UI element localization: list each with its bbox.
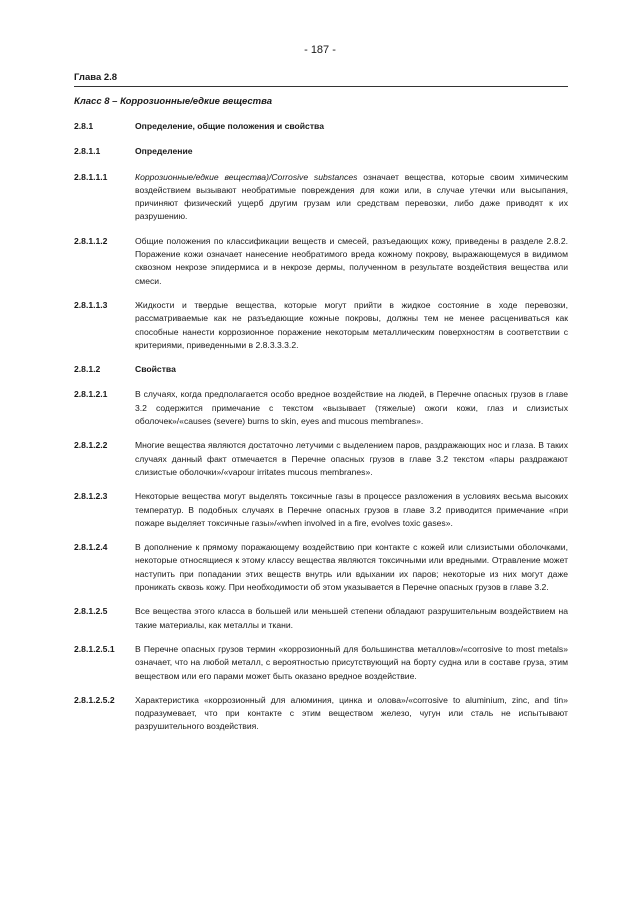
- section-title: Свойства: [135, 364, 176, 375]
- section-number: 2.8.1.2: [74, 364, 101, 375]
- paragraph-number: 2.8.1.1.1: [74, 171, 108, 182]
- paragraph-number: 2.8.1.2.1: [74, 389, 108, 400]
- defined-term: Коррозионные/едкие вещества)/Corrosive substances: [135, 171, 358, 182]
- paragraph: [74, 439, 568, 479]
- paragraph-number: 2.8.1.2.2: [74, 440, 108, 451]
- paragraph: [74, 388, 568, 428]
- paragraph-number: 2.8.1.2.5: [74, 606, 108, 617]
- paragraph-number: 2.8.1.1.2: [74, 235, 108, 246]
- paragraph-number: 2.8.1.2.5.1: [74, 643, 115, 654]
- section-heading: [74, 145, 568, 158]
- paragraph-number: 2.8.1.1.3: [74, 299, 108, 310]
- paragraph-text: Общие положения по классификации веществ и смесей, разъедающих кожу, приведены в разделе 2.8.2. Поражение кожи означает нанесение необратимого вреда кожному покрову, выражающемуся в видимом сквозном некрозе эпидермиса и в некрозе дермы, полученном в результате воздействия вещества или смеси.: [135, 235, 568, 286]
- paragraph: [74, 171, 568, 224]
- paragraph-number: 2.8.1.2.5.2: [74, 694, 115, 705]
- paragraph-text: В Перечне опасных грузов термин «коррозионный для большинства металлов»/«corrosive to most metals» означает, что на любой металл, с вероятностью присутствующий на борту судна или в составе груза, этим веществом или его парами может быть оказано вредное воздействие.: [135, 643, 568, 681]
- paragraph: [74, 605, 568, 632]
- paragraph: [74, 299, 568, 352]
- paragraph-text: В дополнение к прямому поражающему воздействию при контакте с кожей или слизистыми оболочками, некоторые относящиеся к этому классу вещества являются токсичными или вредными. Отравление может наступить при попадании этих веществ внутрь или вдыхании их паров; некоторые из них могут даже проникать сквозь кожу. При необходимости об этом указывается в Перечне опасных грузов в главе 3.2.: [135, 542, 568, 593]
- paragraph-number: 2.8.1.2.3: [74, 491, 108, 502]
- section-title: Определение: [135, 146, 193, 157]
- paragraph-text: В случаях, когда предполагается особо вредное воздействие на людей, в Перечне опасных грузов в главе 3.2 содержится примечание с текстом «вызывает (тяжелые) ожоги кожи, глаз и слизистых оболочек»/«causes (severe) burns to skin, eyes and mucous membranes».: [135, 389, 568, 427]
- document-body: [74, 120, 568, 745]
- section-heading: [74, 363, 568, 376]
- paragraph-text: Характеристика «коррозионный для алюминия, цинка и олова»/«corrosive to aluminium, zinc, and tin» подразумевает, что при контакте с этим веществом железо, чугун или сталь не испытывают разрушительного воздействия.: [135, 694, 568, 732]
- paragraph: [74, 541, 568, 594]
- section-number: 2.8.1.1: [74, 146, 101, 157]
- class-title: Класс 8 – Коррозионные/едкие вещества: [74, 96, 273, 107]
- page-number: - 187 -: [304, 44, 336, 56]
- paragraph: [74, 643, 568, 683]
- paragraph-text: Все вещества этого класса в большей или меньшей степени обладают разрушительным воздействием на такие материалы, как металлы и ткани.: [135, 606, 568, 630]
- section-number: 2.8.1: [74, 121, 94, 131]
- section-title: Определение, общие положения и свойства: [135, 121, 324, 131]
- paragraph-text: Некоторые вещества могут выделять токсичные газы в процессе разложения в условиях весьма высоких температур. В подобных случаях в Перечне опасных грузов в главе 3.2 приводится примечание «при пожаре выделяет токсичные газы»/«when involved in a fire, evolves toxic gases».: [135, 491, 568, 528]
- section-heading: [74, 120, 568, 133]
- paragraph: [74, 235, 568, 288]
- paragraph-text: [135, 171, 568, 224]
- paragraph: [74, 490, 568, 530]
- chapter-title: Глава 2.8: [74, 72, 568, 87]
- paragraph-text: Жидкости и твердые вещества, которые могут прийти в жидкое состояние в ходе перевозки, рассматриваемые как не разъедающие кожные покровы, должны тем не менее расцениваться как способные нанести коррозионное поражение некоторым металлическим поверхностям в соответствии с критериями, приведенными в 2.8.3.3.3.2.: [135, 299, 568, 350]
- definition-text: означает вещества, которые своим химическим воздействием вызывают необратимые повреждения для кожи или, в случае утечки или высыпания, причиняют физический ущерб другим грузам или средствам перевозки, либо даже приводят к их разрушению.: [135, 171, 569, 222]
- paragraph-number: 2.8.1.2.4: [74, 542, 108, 553]
- paragraph: [74, 694, 568, 734]
- paragraph-text: Многие вещества являются достаточно летучими с выделением паров, раздражающих нос и глаза. В таких случаях данный факт отмечается в Перечне опасных грузов в главе 3.2 текстом «пары раздражают слизистые оболочки»/«vapour irritates mucous membranes».: [135, 440, 568, 477]
